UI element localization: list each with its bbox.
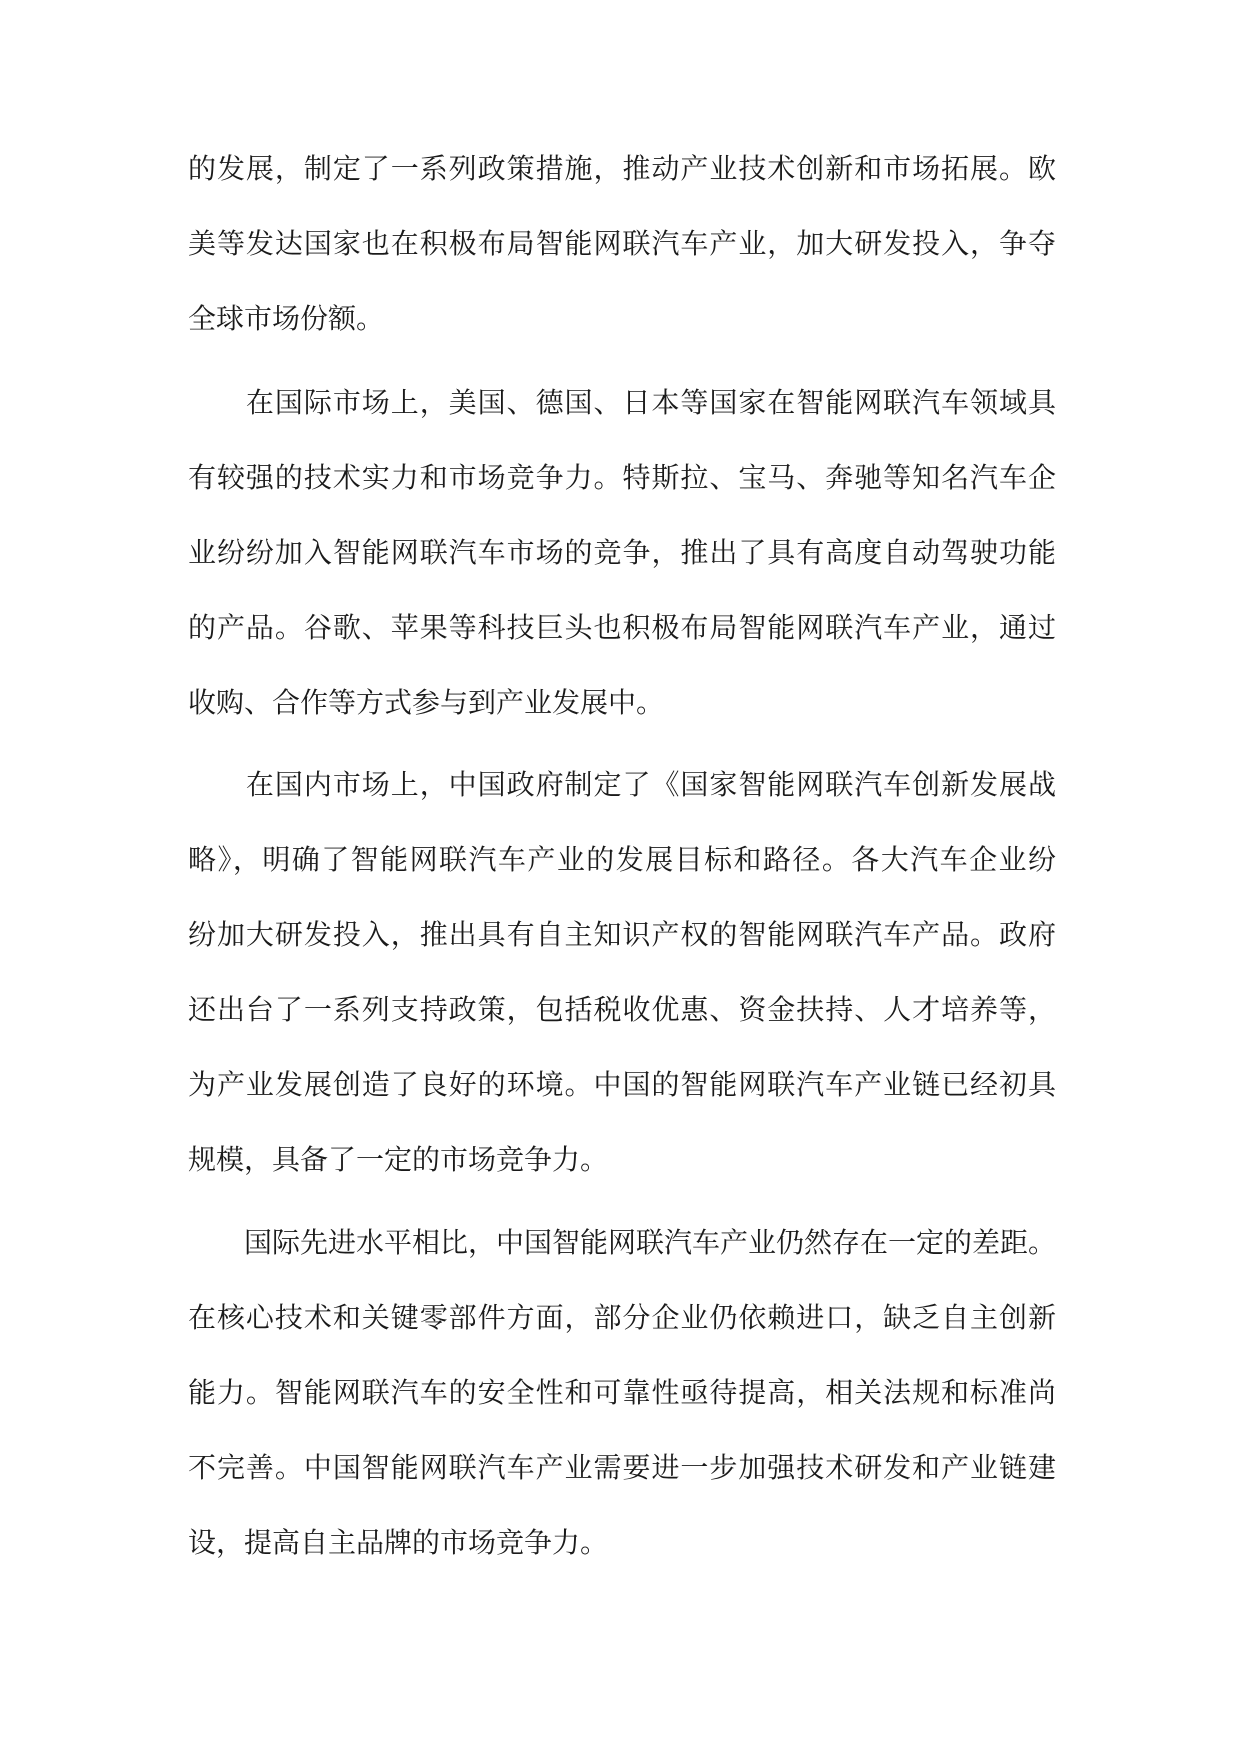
text-line: 有较强的技术实力和市场竞争力。特斯拉、宝马、奔驰等知名汽车企 [188, 461, 1056, 494]
text-line: 设，提高自主品牌的市场竞争力。 [188, 1526, 609, 1559]
text-line: 在国际市场上，美国、德国、日本等国家在智能网联汽车领域具 [188, 386, 1056, 419]
text-line: 还出台了一系列支持政策，包括税收优惠、资金扶持、人才培养等， [188, 993, 1056, 1026]
paragraph-3 [188, 747, 1056, 1197]
text-line: 业纷纷加入智能网联汽车市场的竞争，推出了具有高度自动驾驶功能 [188, 536, 1056, 569]
text-line: 全球市场份额。 [188, 302, 385, 335]
text-line: 为产业发展创造了良好的环境。中国的智能网联汽车产业链已经初具 [188, 1068, 1056, 1101]
text-line: 略》，明确了智能网联汽车产业的发展目标和路径。各大汽车企业纷 [188, 843, 1056, 876]
text-line: 能力。智能网联汽车的安全性和可靠性亟待提高，相关法规和标准尚 [188, 1376, 1056, 1409]
text-line: 美等发达国家也在积极布局智能网联汽车产业，加大研发投入，争夺 [188, 227, 1056, 260]
text-line: 的产品。谷歌、苹果等科技巨头也积极布局智能网联汽车产业，通过 [188, 611, 1056, 644]
paragraph-4 [188, 1205, 1056, 1580]
text-line: 国际先进水平相比，中国智能网联汽车产业仍然存在一定的差距。 [188, 1226, 1057, 1259]
paragraph-1 [188, 131, 1056, 356]
text-line: 规模，具备了一定的市场竞争力。 [188, 1143, 609, 1176]
text-line: 的发展，制定了一系列政策措施，推动产业技术创新和市场拓展。欧 [188, 152, 1056, 185]
text-line: 不完善。中国智能网联汽车产业需要进一步加强技术研发和产业链建 [188, 1451, 1056, 1484]
text-line: 收购、合作等方式参与到产业发展中。 [188, 686, 665, 719]
text-line: 纷加大研发投入，推出具有自主知识产权的智能网联汽车产品。政府 [188, 918, 1056, 951]
text-line: 在核心技术和关键零部件方面，部分企业仍依赖进口，缺乏自主创新 [188, 1301, 1056, 1334]
text-line: 在国内市场上，中国政府制定了《国家智能网联汽车创新发展战 [188, 768, 1056, 801]
paragraph-2 [188, 365, 1056, 740]
